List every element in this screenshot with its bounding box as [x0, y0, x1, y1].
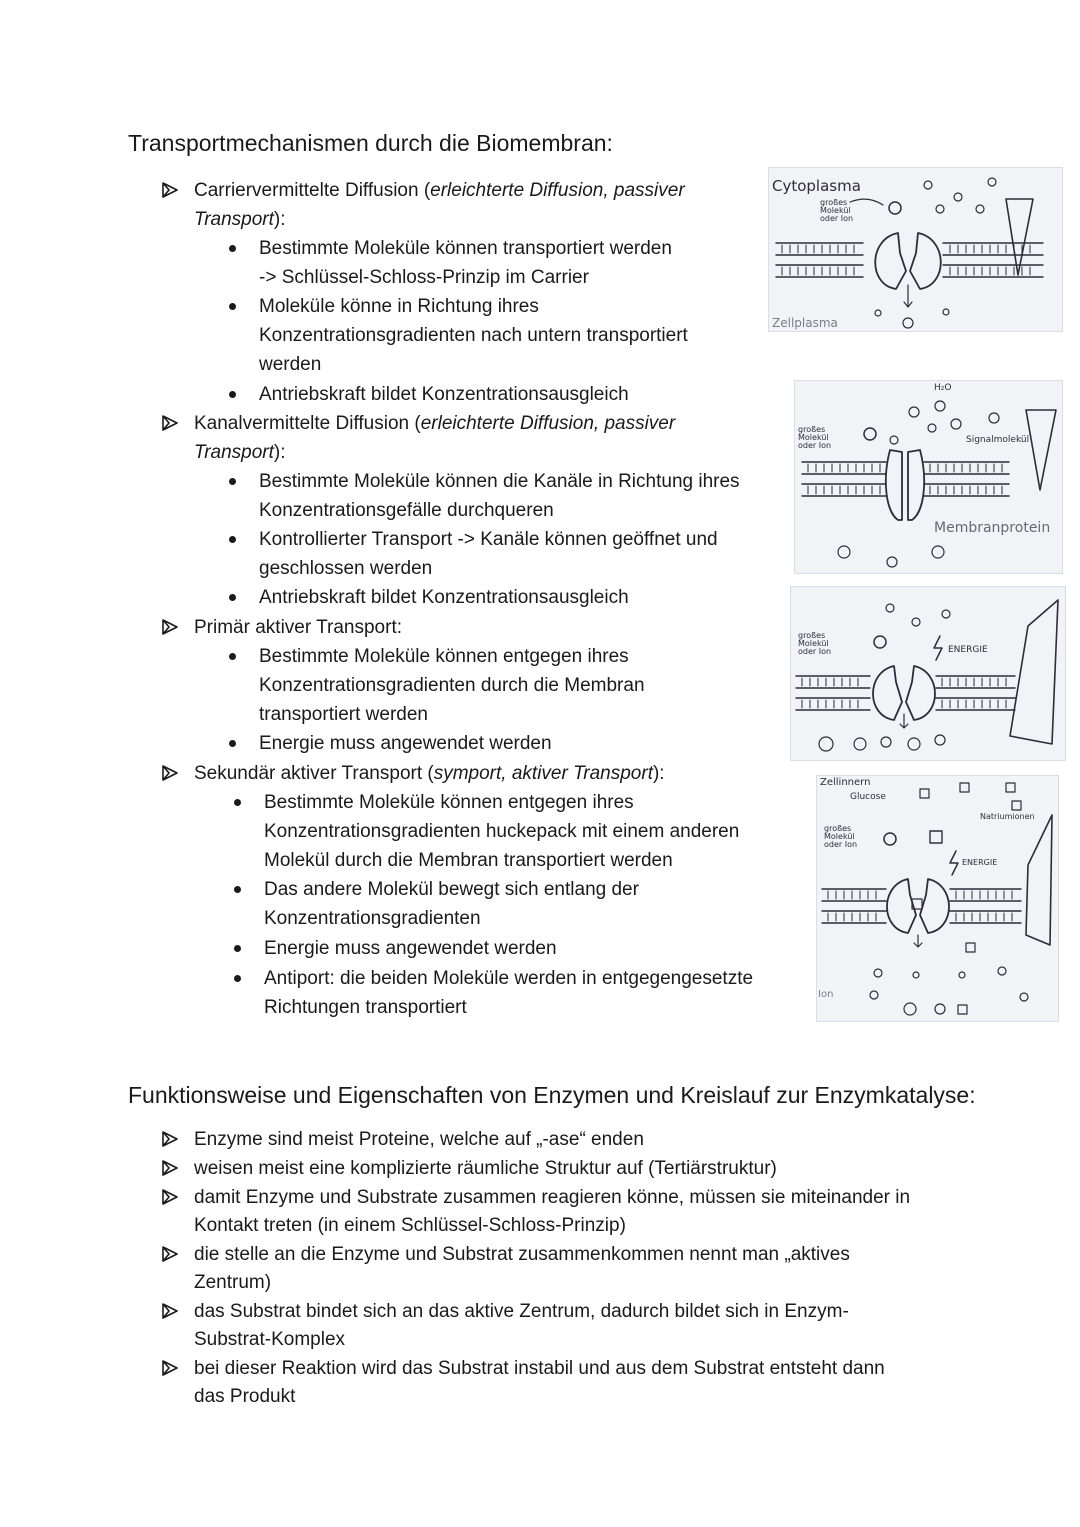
enzyme-item: weisen meist eine komplizierte räumliche Struktur auf (Tertiärstruktur) [194, 1158, 777, 1179]
arrow-bullet-icon [162, 1303, 178, 1319]
enzyme-item-cont: das Produkt [194, 1386, 296, 1407]
sketch-label-molecule: großes [798, 631, 826, 640]
sketch-channel-diffusion [794, 380, 1063, 574]
bullet-text: werden [259, 354, 322, 375]
bullet-text: Kontrollierter Transport -> Kanäle können geöffnet und [259, 529, 718, 550]
arrow-bullet-icon [162, 1160, 178, 1176]
enzyme-item: das Substrat bindet sich an das aktive Zentrum, dadurch bildet sich in Enzym- [194, 1301, 849, 1322]
section-heading-enzymes: Funktionsweise und Eigenschaften von Enzymen und Kreislauf zur Enzymkatalyse: [128, 1082, 976, 1108]
sketch-label-molecule: großes [824, 824, 852, 833]
sketch-label-molecule: Molekül [824, 832, 855, 841]
bullet-text: -> Schlüssel-Schloss-Prinzip im Carrier [259, 267, 589, 288]
bullet-text: Bestimmte Moleküle können entgegen ihres [259, 646, 629, 667]
enzyme-item-cont: Zentrum) [194, 1272, 272, 1293]
bullet-text: Konzentrationsgradienten [264, 908, 481, 929]
bullet-text: Antriebskraft bildet Konzentrationsausgleich [259, 587, 629, 608]
sketch-label-cytoplasm: Cytoplasma [772, 177, 861, 195]
enzyme-item: bei dieser Reaktion wird das Substrat instabil und aus dem Substrat entsteht dann [194, 1358, 885, 1379]
item-title-cont: Transport): [194, 442, 286, 463]
arrow-bullet-icon [162, 765, 178, 781]
bullet-text: Energie muss angewendet werden [259, 733, 552, 754]
enzyme-item: damit Enzyme und Substrate zusammen reagieren könne, müssen sie miteinander in [194, 1187, 911, 1208]
bullet-text: Konzentrationsgefälle durchqueren [259, 500, 554, 521]
sketch-label-ions: Natriumionen [980, 812, 1035, 821]
sketch-label-molecule: Molekül [798, 639, 829, 648]
bullet-text: Moleküle könne in Richtung ihres [259, 296, 539, 317]
arrow-bullet-icon [162, 619, 178, 635]
sketch-label-molecule: oder Ion [824, 840, 858, 849]
bullet-text: Konzentrationsgradienten huckepack mit einem anderen [264, 821, 740, 842]
sketch-label-energy: ENERGIE [962, 858, 998, 867]
bullet-text: geschlossen werden [259, 558, 433, 579]
sketch-primary-active [790, 586, 1066, 761]
bullet-text: Das andere Molekül bewegt sich entlang der [264, 879, 639, 900]
bullet-text: Molekül durch die Membran transportiert werden [264, 850, 673, 871]
bullet-text: transportiert werden [259, 704, 428, 725]
sketch-label-molecule: oder Ion [798, 441, 832, 450]
item-title: Sekundär aktiver Transport (symport, aktiver Transport): [194, 763, 665, 784]
arrow-bullet-icon [162, 1246, 178, 1262]
bullet-text: Bestimmte Moleküle können die Kanäle in Richtung ihres [259, 471, 740, 492]
bullet-text: Konzentrationsgradienten nach untern transportiert [259, 325, 688, 346]
item-title-cont: Transport): [194, 209, 286, 230]
item-title: Kanalvermittelte Diffusion (erleichterte Diffusion, passiver [194, 413, 676, 434]
sketch-label-cellplasm: Zellplasma [772, 316, 838, 330]
sketch-label-energy: ENERGIE [948, 645, 988, 655]
arrow-bullet-icon [162, 1131, 178, 1147]
sketch-label-ion: Ion [818, 989, 834, 1000]
enzyme-item-cont: Kontakt treten (in einem Schlüssel-Schloss-Prinzip) [194, 1215, 626, 1236]
sketch-label-h2o: H₂O [934, 383, 952, 393]
bullet-text: Antriebskraft bildet Konzentrationsausgleich [259, 384, 629, 405]
arrow-bullet-icon [162, 1360, 178, 1376]
sketch-label-molecule: Molekül [820, 206, 851, 215]
arrow-bullet-icon [162, 1189, 178, 1205]
bullet-text: Konzentrationsgradienten durch die Membran [259, 675, 645, 696]
enzyme-item: die stelle an die Enzyme und Substrat zusammenkommen nennt man „aktives [194, 1244, 850, 1265]
item-title: Carriervermittelte Diffusion (erleichterte Diffusion, passiver [194, 180, 685, 201]
item-title: Primär aktiver Transport: [194, 617, 402, 638]
bullet-text: Antiport: die beiden Moleküle werden in entgegengesetzte [264, 968, 754, 989]
sketch-label-molecule: oder Ion [798, 647, 832, 656]
sketch-label-signal: Signalmolekül [966, 435, 1030, 445]
bullet-text: Bestimmte Moleküle können entgegen ihres [264, 792, 634, 813]
enzyme-item: Enzyme sind meist Proteine, welche auf „-ase“ enden [194, 1129, 644, 1150]
sketch-label-molecule: oder Ion [820, 214, 854, 223]
bullet-text: Richtungen transportiert [264, 997, 467, 1018]
sketch-carrier-diffusion [768, 167, 1063, 332]
sketch-label-molecule: großes [820, 198, 848, 207]
sketch-label-cell-interior: Zellinnern [820, 777, 871, 788]
bullet-text: Bestimmte Moleküle können transportiert werden [259, 238, 672, 259]
sketch-label-molecule: Molekül [798, 433, 829, 442]
bullet-text: Energie muss angewendet werden [264, 938, 557, 959]
sketch-label-molecule: großes [798, 425, 826, 434]
section-heading-transport: Transportmechanismen durch die Biomembran: [128, 130, 613, 156]
sketch-label-glucose: Glucose [850, 792, 886, 802]
arrow-bullet-icon [162, 182, 178, 198]
arrow-bullet-icon [162, 415, 178, 431]
sketch-secondary-active [816, 775, 1059, 1022]
enzyme-item-cont: Substrat-Komplex [194, 1329, 346, 1350]
sketch-label-protein: Membranprotein [934, 520, 1051, 536]
